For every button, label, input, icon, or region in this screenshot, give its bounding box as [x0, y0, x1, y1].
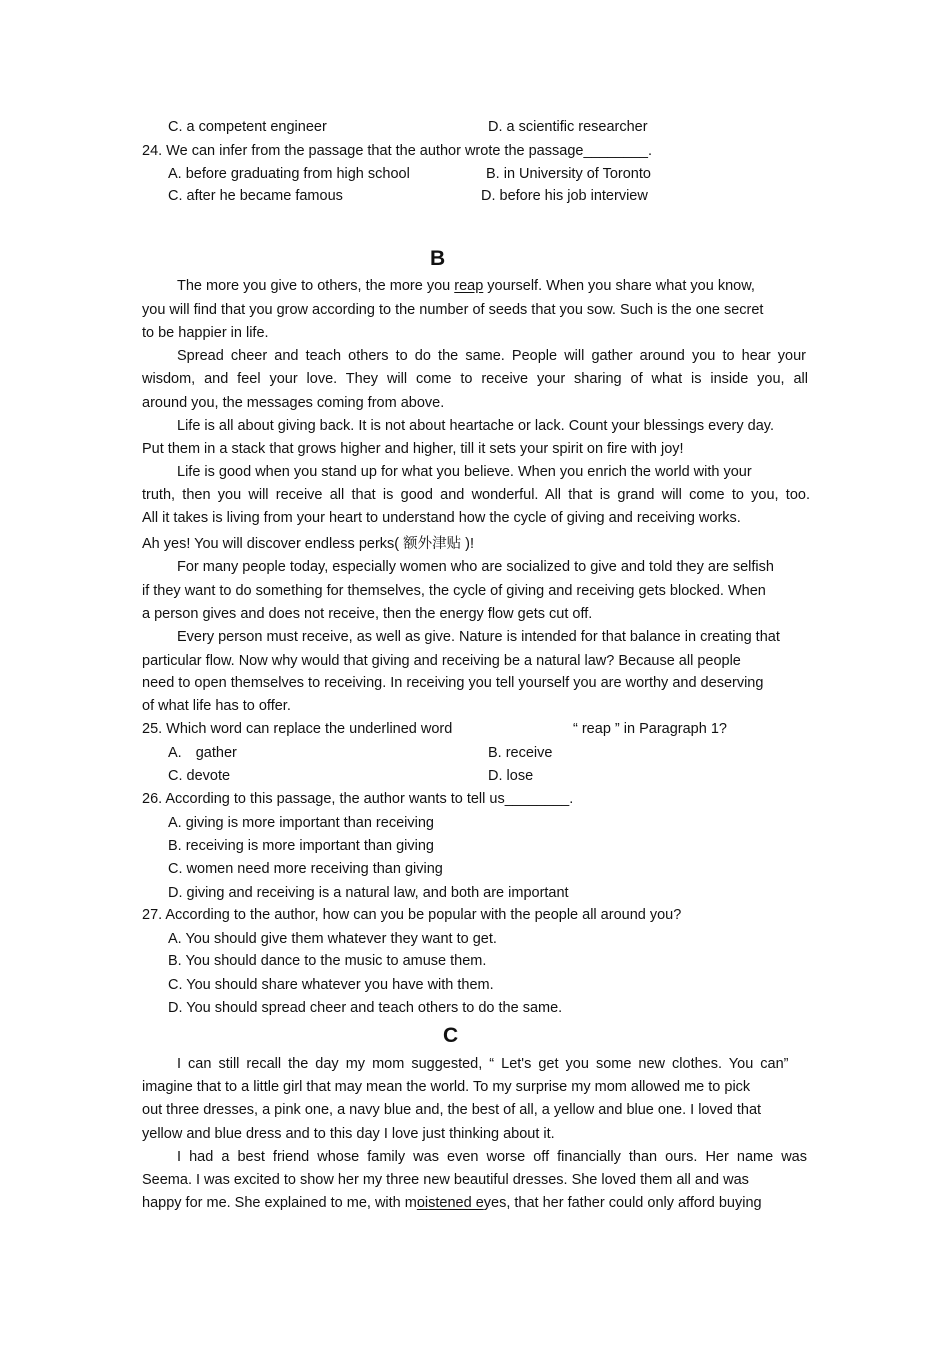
- q27-option-a: A. You should give them whatever they want to get.: [168, 931, 497, 947]
- q24-option-a: A. before graduating from high school: [168, 166, 410, 182]
- q26-option-d: D. giving and receiving is a natural law, and both are important: [168, 885, 569, 901]
- b-p2-line1: Spread cheer and teach others to do the same. People will gather around you to hear your: [177, 348, 806, 364]
- underlined-word-moistened: oistened e: [416, 1195, 484, 1211]
- c-p1-line4: yellow and blue dress and to this day I love just thinking about it.: [142, 1126, 555, 1142]
- section-c-heading: C: [443, 1024, 459, 1047]
- b-p1-line1: The more you give to others, the more you reap yourself. When you share what you know,: [177, 278, 755, 294]
- b-p3-line2: Put them in a stack that grows higher and higher, till it sets your spirit on fire with joy!: [142, 441, 684, 457]
- b-p1-line2: you will find that you grow according to the number of seeds that you sow. Such is the one secret: [142, 302, 764, 318]
- q24-stem: 24. We can infer from the passage that the author wrote the passage________.: [142, 143, 652, 159]
- b-p4-line2: truth, then you will receive all that is good and wonderful. All that is grand will come to you, too.: [142, 487, 810, 503]
- b-p1-line3: to be happier in life.: [142, 325, 269, 341]
- q25-option-c: C. devote: [168, 768, 231, 784]
- q27-option-b: B. You should dance to the music to amuse them.: [168, 953, 487, 969]
- b-p2-line3: around you, the messages coming from above.: [142, 395, 445, 411]
- b-p2-line2: wisdom, and feel your love. They will come to receive your sharing of what is inside you, all: [142, 371, 808, 387]
- b-p4-line4: Ah yes! You will discover endless perks( 额外津贴 )!: [142, 536, 475, 552]
- q25-option-a: A. gather: [168, 745, 237, 761]
- section-b-heading: B: [430, 247, 446, 270]
- q26-stem: 26. According to this passage, the author wants to tell us________.: [142, 791, 574, 807]
- b-p5-line2: if they want to do something for themselves, the cycle of giving and receiving gets blocked. When: [142, 583, 766, 599]
- b-p6-line4: of what life has to offer.: [142, 698, 291, 714]
- b-p6-line1: Every person must receive, as well as give. Nature is intended for that balance in creating that: [177, 629, 780, 645]
- c-p1-line2: imagine that to a little girl that may mean the world. To my surprise my mom allowed me to pick: [142, 1079, 751, 1095]
- q26-option-c: C. women need more receiving than giving: [168, 861, 443, 877]
- q25-option-b: B. receive: [488, 745, 553, 761]
- q25-stem: 25. Which word can replace the underlined word: [142, 721, 453, 737]
- c-p1-line3: out three dresses, a pink one, a navy blue and, the best of all, a yellow and blue one. I loved that: [142, 1102, 762, 1118]
- q26-option-a: A. giving is more important than receiving: [168, 815, 434, 831]
- b-p6-line3: need to open themselves to receiving. In receiving you tell yourself you are worthy and deserving: [142, 675, 764, 691]
- b-p6-line2: particular flow. Now why would that giving and receiving be a natural law? Because all people: [142, 653, 741, 669]
- q24-option-c: C. after he became famous: [168, 188, 343, 204]
- q26-option-b: B. receiving is more important than giving: [168, 838, 434, 854]
- q25-stem-tail: “ reap ” in Paragraph 1?: [573, 721, 727, 737]
- q24-option-d: D. before his job interview: [481, 188, 648, 204]
- underlined-word-reap: reap: [454, 278, 484, 294]
- b-p3-line1: Life is all about giving back. It is not about heartache or lack. Count your blessings every day.: [177, 418, 774, 434]
- b-p4-line3: All it takes is living from your heart to understand how the cycle of giving and receiving works.: [142, 510, 741, 526]
- q27-option-d: D. You should spread cheer and teach others to do the same.: [168, 1000, 563, 1016]
- q24-option-b: B. in University of Toronto: [486, 166, 651, 182]
- c-p2-line1: I had a best friend whose family was even worse off financially than ours. Her name was: [177, 1149, 807, 1165]
- q23-option-c: C. a competent engineer: [168, 119, 327, 135]
- q25-option-d: D. lose: [488, 768, 534, 784]
- c-p2-line2: Seema. I was excited to show her my three new beautiful dresses. She loved them all and was: [142, 1172, 749, 1188]
- q23-option-d: D. a scientific researcher: [488, 119, 648, 135]
- c-p2-line3: happy for me. She explained to me, with moistened eyes, that her father could only afford buying: [142, 1195, 762, 1211]
- c-p1-line1: I can still recall the day my mom suggested, “ Let's get you some new clothes. You can”: [177, 1056, 789, 1072]
- q27-stem: 27. According to the author, how can you be popular with the people all around you?: [142, 907, 682, 923]
- b-p5-line1: For many people today, especially women who are socialized to give and told they are selfish: [177, 559, 774, 575]
- q27-option-c: C. You should share whatever you have with them.: [168, 977, 494, 993]
- b-p4-line1: Life is good when you stand up for what you believe. When you enrich the world with your: [177, 464, 752, 480]
- b-p5-line3: a person gives and does not receive, then the energy flow gets cut off.: [142, 606, 593, 622]
